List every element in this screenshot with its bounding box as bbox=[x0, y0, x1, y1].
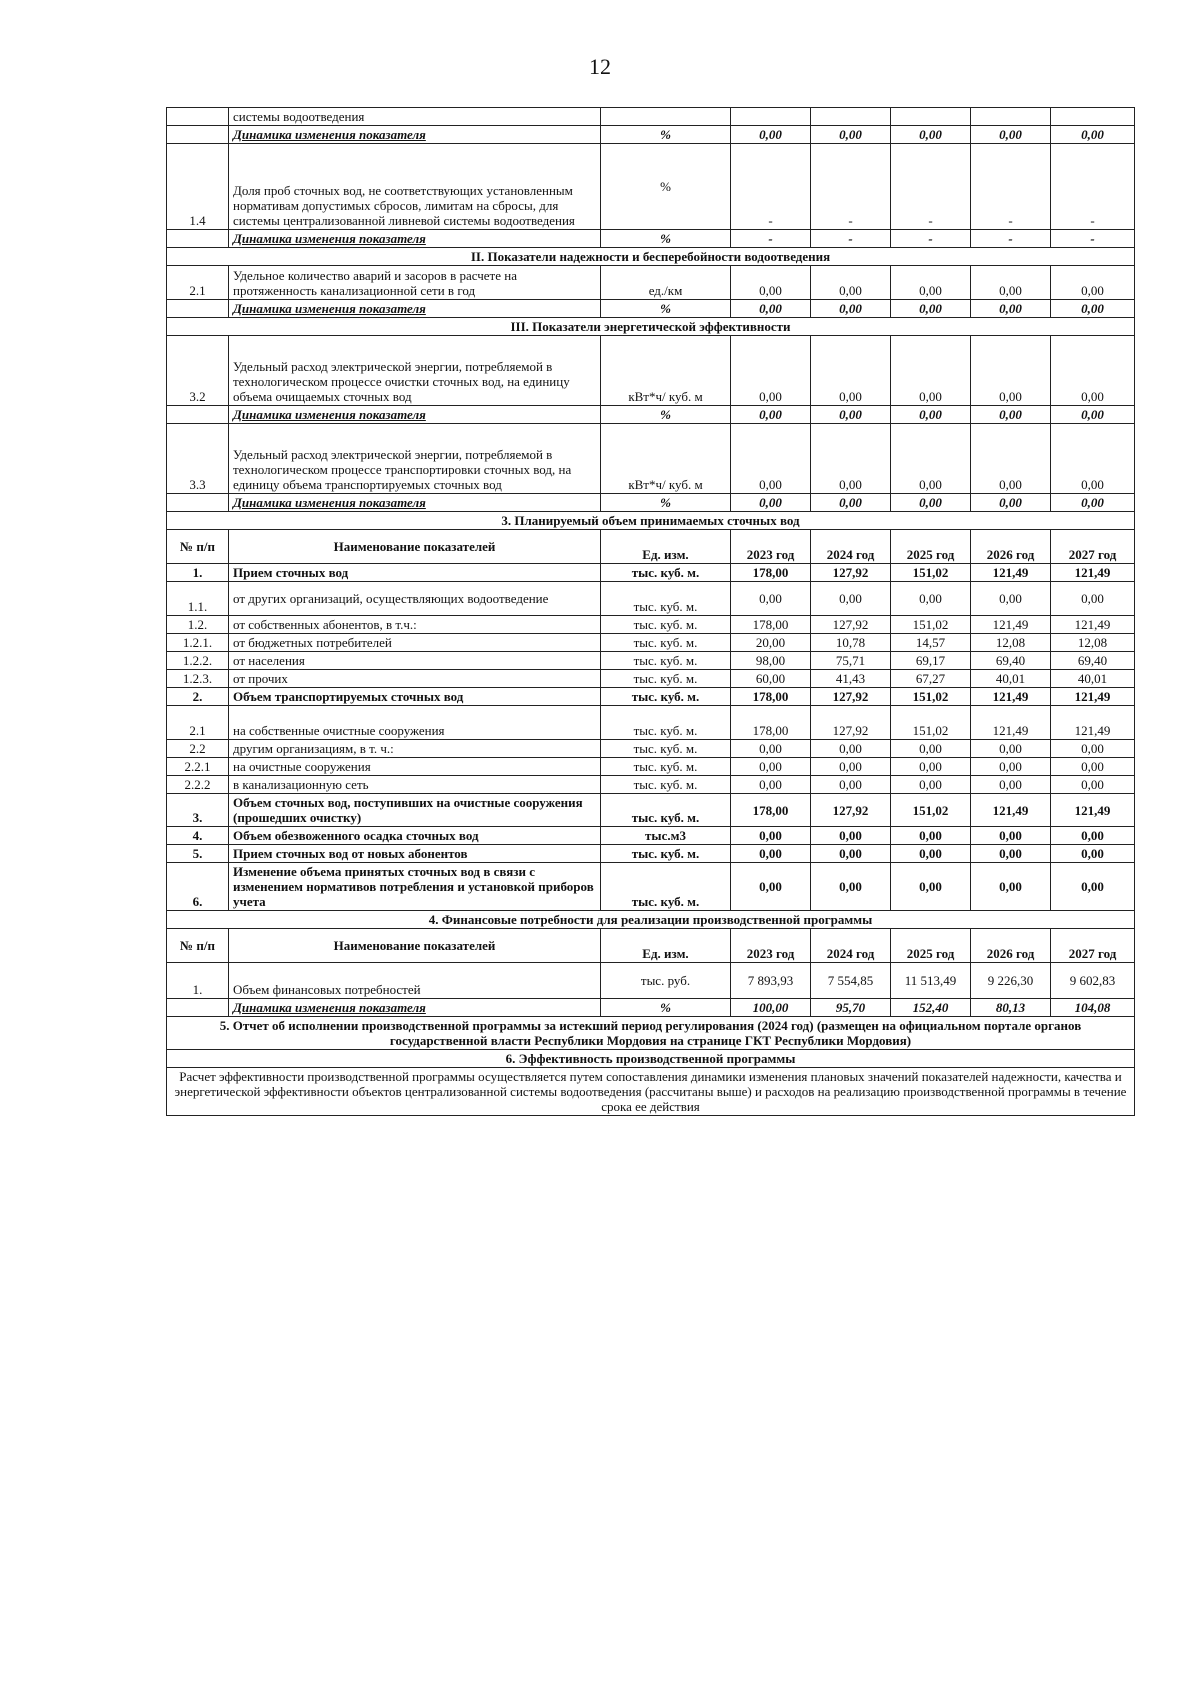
indicator-name: Объем финансовых потребностей bbox=[229, 963, 601, 999]
unit-of-measure bbox=[601, 108, 731, 126]
indicator-name: Изменение объема принятых сточных вод в связи с изменением нормативов потребления и установкой приборов учета bbox=[229, 863, 601, 911]
row-number: 1.4 bbox=[167, 144, 229, 230]
section-heading-row bbox=[167, 1050, 1135, 1068]
year-value: 67,27 bbox=[891, 670, 971, 688]
year-value: 151,02 bbox=[891, 564, 971, 582]
year-value: 0,00 bbox=[1051, 494, 1135, 512]
year-value: 151,02 bbox=[891, 688, 971, 706]
year-value: 60,00 bbox=[731, 670, 811, 688]
row-number: 4. bbox=[167, 827, 229, 845]
section-heading-row bbox=[167, 1017, 1135, 1050]
table-row bbox=[167, 144, 1135, 230]
row-number: 3.3 bbox=[167, 424, 229, 494]
year-value: 0,00 bbox=[811, 336, 891, 406]
year-value: 127,92 bbox=[811, 564, 891, 582]
indicator-name: в канализационную сеть bbox=[229, 776, 601, 794]
indicator-name: Прием сточных вод bbox=[229, 564, 601, 582]
year-value: 69,40 bbox=[971, 652, 1051, 670]
year-value: 0,00 bbox=[731, 336, 811, 406]
year-value: 20,00 bbox=[731, 634, 811, 652]
year-value: 0,00 bbox=[811, 845, 891, 863]
year-value: - bbox=[731, 230, 811, 248]
year-value: 0,00 bbox=[1051, 863, 1135, 911]
year-value: 0,00 bbox=[1051, 266, 1135, 300]
year-value: 2025 год bbox=[891, 929, 971, 963]
year-value: 0,00 bbox=[891, 406, 971, 424]
year-value bbox=[1051, 108, 1135, 126]
year-value: - bbox=[731, 144, 811, 230]
indicator-name: Удельный расход электрической энергии, потребляемой в технологическом процессе очистки сточных вод, на единицу объема очищаемых сточных вод bbox=[229, 336, 601, 406]
table-row bbox=[167, 740, 1135, 758]
year-value: 0,00 bbox=[1051, 424, 1135, 494]
year-value: 121,49 bbox=[971, 706, 1051, 740]
row-number: 1. bbox=[167, 564, 229, 582]
unit-of-measure: тыс. куб. м. bbox=[601, 740, 731, 758]
row-number bbox=[167, 126, 229, 144]
table-row bbox=[167, 845, 1135, 863]
row-number: 1.2.2. bbox=[167, 652, 229, 670]
unit-of-measure: тыс. куб. м. bbox=[601, 564, 731, 582]
unit-of-measure: тыс. куб. м. bbox=[601, 706, 731, 740]
section-heading-row bbox=[167, 318, 1135, 336]
year-value: 121,49 bbox=[971, 564, 1051, 582]
row-number: 2.2 bbox=[167, 740, 229, 758]
indicator-name: Динамика изменения показателя bbox=[229, 406, 601, 424]
year-value: 2024 год bbox=[811, 929, 891, 963]
year-value: 0,00 bbox=[971, 266, 1051, 300]
year-value: 121,49 bbox=[1051, 706, 1135, 740]
table-row bbox=[167, 652, 1135, 670]
unit-of-measure: % bbox=[601, 144, 731, 230]
year-value: 0,00 bbox=[1051, 406, 1135, 424]
year-value: 127,92 bbox=[811, 706, 891, 740]
indicator-name: на очистные сооружения bbox=[229, 758, 601, 776]
year-value: 0,00 bbox=[731, 845, 811, 863]
year-value: 121,49 bbox=[1051, 564, 1135, 582]
indicator-name: Динамика изменения показателя bbox=[229, 300, 601, 318]
column-header-row bbox=[167, 929, 1135, 963]
row-number: 2. bbox=[167, 688, 229, 706]
column-header-row bbox=[167, 530, 1135, 564]
year-value: 0,00 bbox=[731, 126, 811, 144]
year-value: 0,00 bbox=[1051, 845, 1135, 863]
unit-of-measure: тыс. куб. м. bbox=[601, 670, 731, 688]
year-value: 12,08 bbox=[971, 634, 1051, 652]
year-value: 0,00 bbox=[811, 582, 891, 616]
year-value: 0,00 bbox=[1051, 827, 1135, 845]
year-value: 0,00 bbox=[731, 266, 811, 300]
unit-of-measure: тыс. куб. м. bbox=[601, 616, 731, 634]
table-row bbox=[167, 827, 1135, 845]
indicator-name: Объем сточных вод, поступивших на очистные сооружения (прошедших очистку) bbox=[229, 794, 601, 827]
indicator-name: на собственные очистные сооружения bbox=[229, 706, 601, 740]
indicator-name: Удельное количество аварий и засоров в расчете на протяженность канализационной сети в год bbox=[229, 266, 601, 300]
year-value: 0,00 bbox=[731, 582, 811, 616]
indicator-name: от населения bbox=[229, 652, 601, 670]
year-value: 0,00 bbox=[1051, 758, 1135, 776]
row-number bbox=[167, 300, 229, 318]
year-value: 0,00 bbox=[971, 827, 1051, 845]
year-value: - bbox=[1051, 230, 1135, 248]
year-value: 69,17 bbox=[891, 652, 971, 670]
row-number: 1.1. bbox=[167, 582, 229, 616]
year-value: 0,00 bbox=[971, 845, 1051, 863]
year-value: 40,01 bbox=[1051, 670, 1135, 688]
year-value: 0,00 bbox=[811, 776, 891, 794]
row-number: 2.2.1 bbox=[167, 758, 229, 776]
page-number: 12 bbox=[589, 54, 611, 79]
paragraph-row bbox=[167, 1068, 1135, 1116]
year-value: 127,92 bbox=[811, 794, 891, 827]
row-number: 1.2.1. bbox=[167, 634, 229, 652]
indicator-name: от собственных абонентов, в т.ч.: bbox=[229, 616, 601, 634]
dynamics-row bbox=[167, 494, 1135, 512]
dynamics-row bbox=[167, 126, 1135, 144]
year-value: 2024 год bbox=[811, 530, 891, 564]
year-value: 0,00 bbox=[971, 336, 1051, 406]
unit-of-measure: % bbox=[601, 494, 731, 512]
year-value: 2023 год bbox=[731, 929, 811, 963]
unit-of-measure: ед./км bbox=[601, 266, 731, 300]
year-value: 2026 год bbox=[971, 929, 1051, 963]
year-value: 40,01 bbox=[971, 670, 1051, 688]
year-value: 0,00 bbox=[971, 126, 1051, 144]
indicator-name: Удельный расход электрической энергии, потребляемой в технологическом процессе транспортировки сточных вод, на единицу объема транспортируемых сточных вод bbox=[229, 424, 601, 494]
year-value: 0,00 bbox=[811, 406, 891, 424]
unit-of-measure: тыс. куб. м. bbox=[601, 582, 731, 616]
row-number bbox=[167, 108, 229, 126]
year-value: 10,78 bbox=[811, 634, 891, 652]
year-value: 0,00 bbox=[971, 776, 1051, 794]
year-value: 0,00 bbox=[1051, 740, 1135, 758]
year-value: 7 893,93 bbox=[731, 963, 811, 999]
row-number bbox=[167, 230, 229, 248]
year-value: 0,00 bbox=[1051, 126, 1135, 144]
year-value: 2027 год bbox=[1051, 530, 1135, 564]
dynamics-row bbox=[167, 406, 1135, 424]
section-heading: 4. Финансовые потребности для реализации производственной программы bbox=[167, 911, 1135, 929]
table-row bbox=[167, 670, 1135, 688]
year-value: - bbox=[971, 230, 1051, 248]
year-value: 0,00 bbox=[891, 336, 971, 406]
year-value: 0,00 bbox=[891, 424, 971, 494]
table-row bbox=[167, 336, 1135, 406]
year-value: - bbox=[891, 230, 971, 248]
paragraph-text: Расчет эффективности производственной программы осуществляется путем сопоставления динамики изменения плановых значений показателей надежности, качества и энергетической эффективности объектов централизованной системы водоотведения (рассчитаны выше) и расходов на реализацию производственной программы в течение срока ее действия bbox=[167, 1068, 1135, 1116]
unit-of-measure: % bbox=[601, 126, 731, 144]
year-value: 178,00 bbox=[731, 616, 811, 634]
year-value: 127,92 bbox=[811, 616, 891, 634]
unit-of-measure: тыс. куб. м. bbox=[601, 794, 731, 827]
unit-of-measure: тыс. куб. м. bbox=[601, 845, 731, 863]
table-row bbox=[167, 706, 1135, 740]
indicator-name: Объем транспортируемых сточных вод bbox=[229, 688, 601, 706]
unit-of-measure: % bbox=[601, 300, 731, 318]
year-value: 0,00 bbox=[891, 266, 971, 300]
year-value: 0,00 bbox=[1051, 300, 1135, 318]
year-value: 41,43 bbox=[811, 670, 891, 688]
year-value: 178,00 bbox=[731, 706, 811, 740]
year-value: 121,49 bbox=[1051, 794, 1135, 827]
indicator-name: Прием сточных вод от новых абонентов bbox=[229, 845, 601, 863]
year-value: 0,00 bbox=[731, 424, 811, 494]
year-value: 0,00 bbox=[731, 758, 811, 776]
year-value: 0,00 bbox=[811, 827, 891, 845]
unit-of-measure: тыс. куб. м. bbox=[601, 634, 731, 652]
indicator-name: от других организаций, осуществляющих водоотведение bbox=[229, 582, 601, 616]
table-row bbox=[167, 963, 1135, 999]
section-heading: 3. Планируемый объем принимаемых сточных вод bbox=[167, 512, 1135, 530]
year-value: 0,00 bbox=[1051, 776, 1135, 794]
year-value: 14,57 bbox=[891, 634, 971, 652]
indicator-name: Доля проб сточных вод, не соответствующих установленным нормативам допустимых сбросов, лимитам на сбросы, для системы централизованной ливневой системы водоотведения bbox=[229, 144, 601, 230]
year-value: 0,00 bbox=[971, 424, 1051, 494]
table-row bbox=[167, 564, 1135, 582]
year-value: 2025 год bbox=[891, 530, 971, 564]
year-value: 121,49 bbox=[1051, 616, 1135, 634]
row-number: 1.2. bbox=[167, 616, 229, 634]
year-value: 69,40 bbox=[1051, 652, 1135, 670]
indicator-name: другим организациям, в т. ч.: bbox=[229, 740, 601, 758]
indicator-name: Наименование показателей bbox=[229, 929, 601, 963]
table-row bbox=[167, 758, 1135, 776]
year-value: 121,49 bbox=[1051, 688, 1135, 706]
row-number: 2.1 bbox=[167, 266, 229, 300]
unit-of-measure: Ед. изм. bbox=[601, 929, 731, 963]
table-row bbox=[167, 794, 1135, 827]
year-value: 0,00 bbox=[891, 863, 971, 911]
unit-of-measure: тыс. куб. м. bbox=[601, 776, 731, 794]
year-value: - bbox=[811, 230, 891, 248]
unit-of-measure: тыс. куб. м. bbox=[601, 863, 731, 911]
year-value: 95,70 bbox=[811, 999, 891, 1017]
year-value: 151,02 bbox=[891, 794, 971, 827]
table-row bbox=[167, 266, 1135, 300]
indicator-name: системы водоотведения bbox=[229, 108, 601, 126]
year-value: 0,00 bbox=[811, 863, 891, 911]
unit-of-measure: тыс. руб. bbox=[601, 963, 731, 999]
year-value: - bbox=[1051, 144, 1135, 230]
year-value: 0,00 bbox=[731, 300, 811, 318]
row-number: 3. bbox=[167, 794, 229, 827]
year-value: 0,00 bbox=[891, 300, 971, 318]
year-value: 0,00 bbox=[811, 300, 891, 318]
year-value: 2023 год bbox=[731, 530, 811, 564]
year-value: 0,00 bbox=[971, 740, 1051, 758]
year-value: 0,00 bbox=[971, 300, 1051, 318]
unit-of-measure: кВт*ч/ куб. м bbox=[601, 336, 731, 406]
year-value: 0,00 bbox=[971, 494, 1051, 512]
indicator-name: Наименование показателей bbox=[229, 530, 601, 564]
year-value bbox=[731, 108, 811, 126]
year-value: 0,00 bbox=[971, 863, 1051, 911]
year-value: 0,00 bbox=[811, 266, 891, 300]
year-value: - bbox=[811, 144, 891, 230]
year-value: 178,00 bbox=[731, 794, 811, 827]
unit-of-measure: % bbox=[601, 406, 731, 424]
table-row bbox=[167, 776, 1135, 794]
year-value: 9 226,30 bbox=[971, 963, 1051, 999]
year-value: 0,00 bbox=[731, 494, 811, 512]
year-value: 0,00 bbox=[811, 126, 891, 144]
year-value: 0,00 bbox=[891, 740, 971, 758]
dynamics-row bbox=[167, 300, 1135, 318]
table-row bbox=[167, 424, 1135, 494]
unit-of-measure: тыс. куб. м. bbox=[601, 688, 731, 706]
year-value: 0,00 bbox=[891, 494, 971, 512]
unit-of-measure: тыс. куб. м. bbox=[601, 758, 731, 776]
year-value: 0,00 bbox=[891, 758, 971, 776]
year-value: 0,00 bbox=[731, 406, 811, 424]
indicator-name: Динамика изменения показателя bbox=[229, 494, 601, 512]
year-value: 0,00 bbox=[1051, 336, 1135, 406]
year-value: 2027 год bbox=[1051, 929, 1135, 963]
row-number: 1.2.3. bbox=[167, 670, 229, 688]
year-value: 104,08 bbox=[1051, 999, 1135, 1017]
table-row bbox=[167, 582, 1135, 616]
year-value: 0,00 bbox=[891, 582, 971, 616]
programme-table bbox=[166, 107, 1135, 1116]
dynamics-row bbox=[167, 108, 1135, 126]
section-heading: III. Показатели энергетической эффективности bbox=[167, 318, 1135, 336]
section-heading-row bbox=[167, 512, 1135, 530]
row-number: 6. bbox=[167, 863, 229, 911]
year-value: - bbox=[971, 144, 1051, 230]
year-value: 11 513,49 bbox=[891, 963, 971, 999]
year-value: 7 554,85 bbox=[811, 963, 891, 999]
year-value: 0,00 bbox=[811, 494, 891, 512]
year-value: 0,00 bbox=[811, 424, 891, 494]
year-value bbox=[891, 108, 971, 126]
indicator-name: Динамика изменения показателя bbox=[229, 230, 601, 248]
unit-of-measure: кВт*ч/ куб. м bbox=[601, 424, 731, 494]
year-value bbox=[971, 108, 1051, 126]
section-heading-row bbox=[167, 911, 1135, 929]
table-row bbox=[167, 863, 1135, 911]
section-heading: 6. Эффективность производственной программы bbox=[167, 1050, 1135, 1068]
indicator-name: Динамика изменения показателя bbox=[229, 999, 601, 1017]
row-number: 2.1 bbox=[167, 706, 229, 740]
year-value: 75,71 bbox=[811, 652, 891, 670]
year-value: 152,40 bbox=[891, 999, 971, 1017]
table-row bbox=[167, 616, 1135, 634]
year-value: - bbox=[891, 144, 971, 230]
unit-of-measure: тыс.м3 bbox=[601, 827, 731, 845]
year-value: 0,00 bbox=[891, 845, 971, 863]
year-value: 0,00 bbox=[1051, 582, 1135, 616]
year-value: 0,00 bbox=[811, 740, 891, 758]
row-number: 2.2.2 bbox=[167, 776, 229, 794]
unit-of-measure: % bbox=[601, 230, 731, 248]
year-value: 0,00 bbox=[971, 582, 1051, 616]
year-value: 151,02 bbox=[891, 616, 971, 634]
year-value: 121,49 bbox=[971, 794, 1051, 827]
section-heading-row bbox=[167, 248, 1135, 266]
year-value bbox=[811, 108, 891, 126]
row-number: № п/п bbox=[167, 530, 229, 564]
year-value: 98,00 bbox=[731, 652, 811, 670]
year-value: 0,00 bbox=[731, 827, 811, 845]
row-number: № п/п bbox=[167, 929, 229, 963]
year-value: 151,02 bbox=[891, 706, 971, 740]
unit-of-measure: Ед. изм. bbox=[601, 530, 731, 564]
indicator-name: от прочих bbox=[229, 670, 601, 688]
year-value: 0,00 bbox=[971, 758, 1051, 776]
row-number: 5. bbox=[167, 845, 229, 863]
section-heading: II. Показатели надежности и бесперебойности водоотведения bbox=[167, 248, 1135, 266]
year-value: 9 602,83 bbox=[1051, 963, 1135, 999]
year-value: 0,00 bbox=[731, 776, 811, 794]
table-body bbox=[167, 108, 1135, 1116]
year-value: 12,08 bbox=[1051, 634, 1135, 652]
year-value: 127,92 bbox=[811, 688, 891, 706]
year-value: 0,00 bbox=[971, 406, 1051, 424]
year-value: 2026 год bbox=[971, 530, 1051, 564]
table-row bbox=[167, 634, 1135, 652]
year-value: 0,00 bbox=[811, 758, 891, 776]
year-value: 121,49 bbox=[971, 688, 1051, 706]
year-value: 0,00 bbox=[891, 126, 971, 144]
indicator-name: от бюджетных потребителей bbox=[229, 634, 601, 652]
dynamics-row bbox=[167, 230, 1135, 248]
year-value: 121,49 bbox=[971, 616, 1051, 634]
year-value: 0,00 bbox=[731, 863, 811, 911]
year-value: 178,00 bbox=[731, 688, 811, 706]
indicator-name: Объем обезвоженного осадка сточных вод bbox=[229, 827, 601, 845]
year-value: 100,00 bbox=[731, 999, 811, 1017]
year-value: 0,00 bbox=[891, 776, 971, 794]
year-value: 0,00 bbox=[731, 740, 811, 758]
unit-of-measure: тыс. куб. м. bbox=[601, 652, 731, 670]
row-number bbox=[167, 406, 229, 424]
row-number: 1. bbox=[167, 963, 229, 999]
unit-of-measure: % bbox=[601, 999, 731, 1017]
row-number bbox=[167, 999, 229, 1017]
dynamics-row bbox=[167, 999, 1135, 1017]
year-value: 0,00 bbox=[891, 827, 971, 845]
table-row bbox=[167, 688, 1135, 706]
year-value: 178,00 bbox=[731, 564, 811, 582]
row-number: 3.2 bbox=[167, 336, 229, 406]
indicator-name: Динамика изменения показателя bbox=[229, 126, 601, 144]
section-heading: 5. Отчет об исполнении производственной программы за истекший период регулирования (2024 год) (размещен на официальном портале органов государственной власти Республики Мордовия на странице ГКТ Республики Мордовия) bbox=[167, 1017, 1135, 1050]
row-number bbox=[167, 494, 229, 512]
year-value: 80,13 bbox=[971, 999, 1051, 1017]
